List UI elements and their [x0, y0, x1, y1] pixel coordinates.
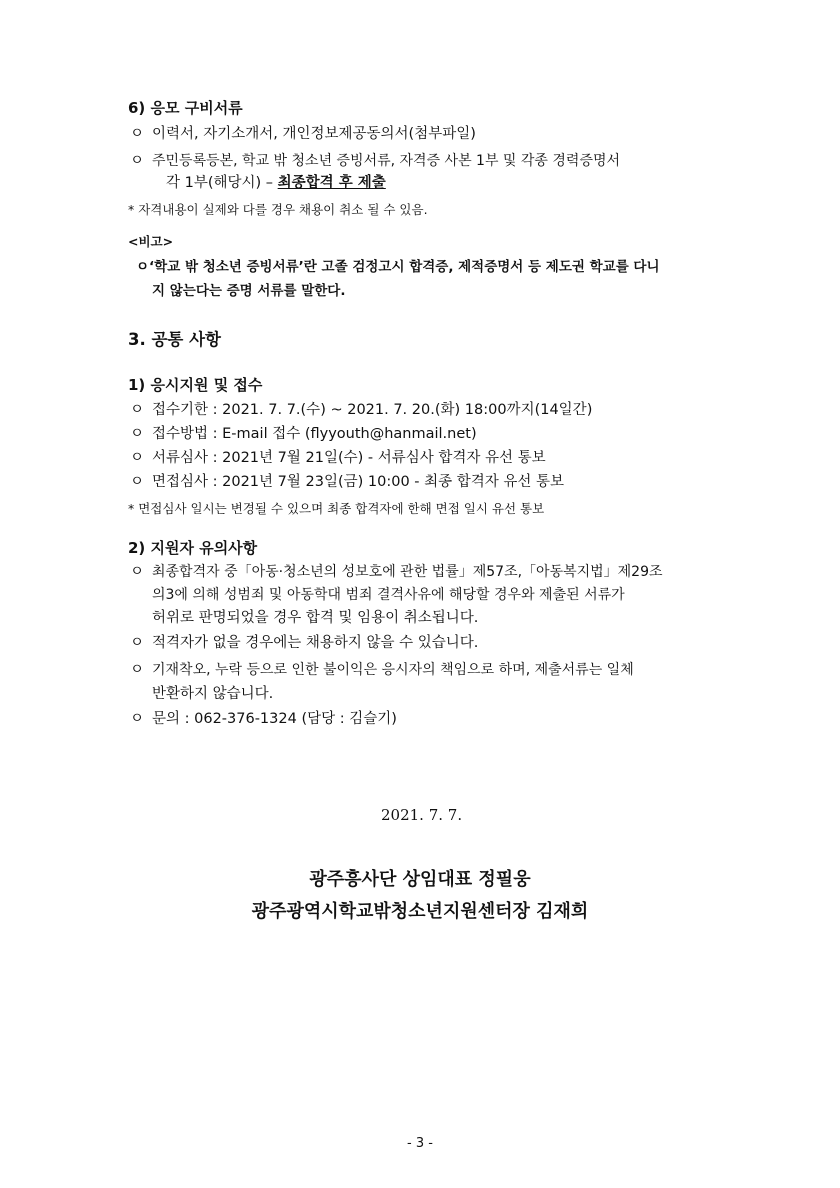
- section6-bullet-1: ㅇ: [130, 126, 145, 142]
- notice-item-1-line-3: 허위로 판명되었을 경우 합격 및 임용이 취소됩니다.: [152, 610, 479, 626]
- notice-item-1-line-1: 최종합격자 중「아동·청소년의 성보호에 관한 법률」제57조,「아동복지법」제29조: [152, 564, 663, 580]
- section3-title: 3. 공통 사항: [128, 330, 221, 349]
- final-submit-emphasis: 최종합격 후 제출: [277, 175, 386, 191]
- section6-item-2-line-1: 주민등록등본, 학교 밖 청소년 증빙서류, 자격증 사본 1부 및 각종 경력증명서: [152, 153, 621, 169]
- notice-bullet-2: ㅇ: [130, 635, 145, 651]
- remark-title: <비고>: [128, 234, 174, 249]
- notice-item-1-line-2: 의3에 의해 성범죄 및 아동학대 범죄 결격사유에 해당할 경우와 제출된 서류가: [152, 587, 625, 603]
- notice-bullet-1: ㅇ: [130, 564, 145, 580]
- notice-item-3-line-2: 반환하지 않습니다.: [152, 686, 274, 702]
- section6-title: 6) 응모 구비서류: [128, 99, 243, 117]
- section6-bullet-2: ㅇ: [130, 153, 145, 169]
- remark-line-2: 지 않는다는 증명 서류를 말한다.: [152, 283, 346, 299]
- apply-item-deadline: 접수기한 : 2021. 7. 7.(수) ~ 2021. 7. 20.(화) 18:00까지(14일간): [152, 402, 593, 418]
- notice-item-2: 적격자가 없을 경우에는 채용하지 않을 수 있습니다.: [152, 635, 479, 651]
- notice-title: 2) 지원자 유의사항: [128, 539, 258, 557]
- notice-item-3-line-1: 기재착오, 누락 등으로 인한 불이익은 응시자의 책임으로 하며, 제출서류는 일체: [152, 662, 634, 678]
- page-number: - 3 -: [407, 1136, 433, 1151]
- section6-item-2-line-2: [166, 173, 386, 193]
- signer-1: 광주흥사단 상임대표 정필웅: [309, 869, 531, 890]
- apply-bullet-4: ㅇ: [130, 474, 145, 490]
- apply-item-document-review: 서류심사 : 2021년 7월 21일(수) - 서류심사 합격자 유선 통보: [152, 450, 546, 466]
- remark-line-1: ㅇ‘학교 밖 청소년 증빙서류’란 고졸 검정고시 합격증, 제적증명서 등 제도권 학교를 다니: [136, 259, 660, 275]
- notice-bullet-3: ㅇ: [130, 662, 145, 678]
- section6-note: * 자격내용이 실제와 다를 경우 채용이 취소 될 수 있음.: [128, 202, 428, 217]
- apply-bullet-3: ㅇ: [130, 450, 145, 466]
- section6-item-2-prefix: 각 1부(해당시) –: [166, 175, 278, 191]
- apply-item-interview: 면접심사 : 2021년 7월 23일(금) 10:00 - 최종 합격자 유선 통보: [152, 474, 565, 490]
- notice-item-contact: 문의 : 062-376-1324 (담당 : 김슬기): [152, 711, 397, 727]
- apply-item-method: 접수방법 : E-mail 접수 (flyyouth@hanmail.net): [152, 426, 477, 442]
- section6-item-1: 이력서, 자기소개서, 개인정보제공동의서(첨부파일): [152, 126, 476, 142]
- notice-bullet-4: ㅇ: [130, 711, 145, 727]
- document-date: 2021. 7. 7.: [381, 806, 463, 824]
- apply-note: * 면접심사 일시는 변경될 수 있으며 최종 합격자에 한해 면접 일시 유선 통보: [128, 501, 545, 516]
- signer-2: 광주광역시학교밖청소년지원센터장 김재희: [251, 901, 589, 922]
- apply-bullet-2: ㅇ: [130, 426, 145, 442]
- apply-bullet-1: ㅇ: [130, 402, 145, 418]
- apply-title: 1) 응시지원 및 접수: [128, 376, 263, 394]
